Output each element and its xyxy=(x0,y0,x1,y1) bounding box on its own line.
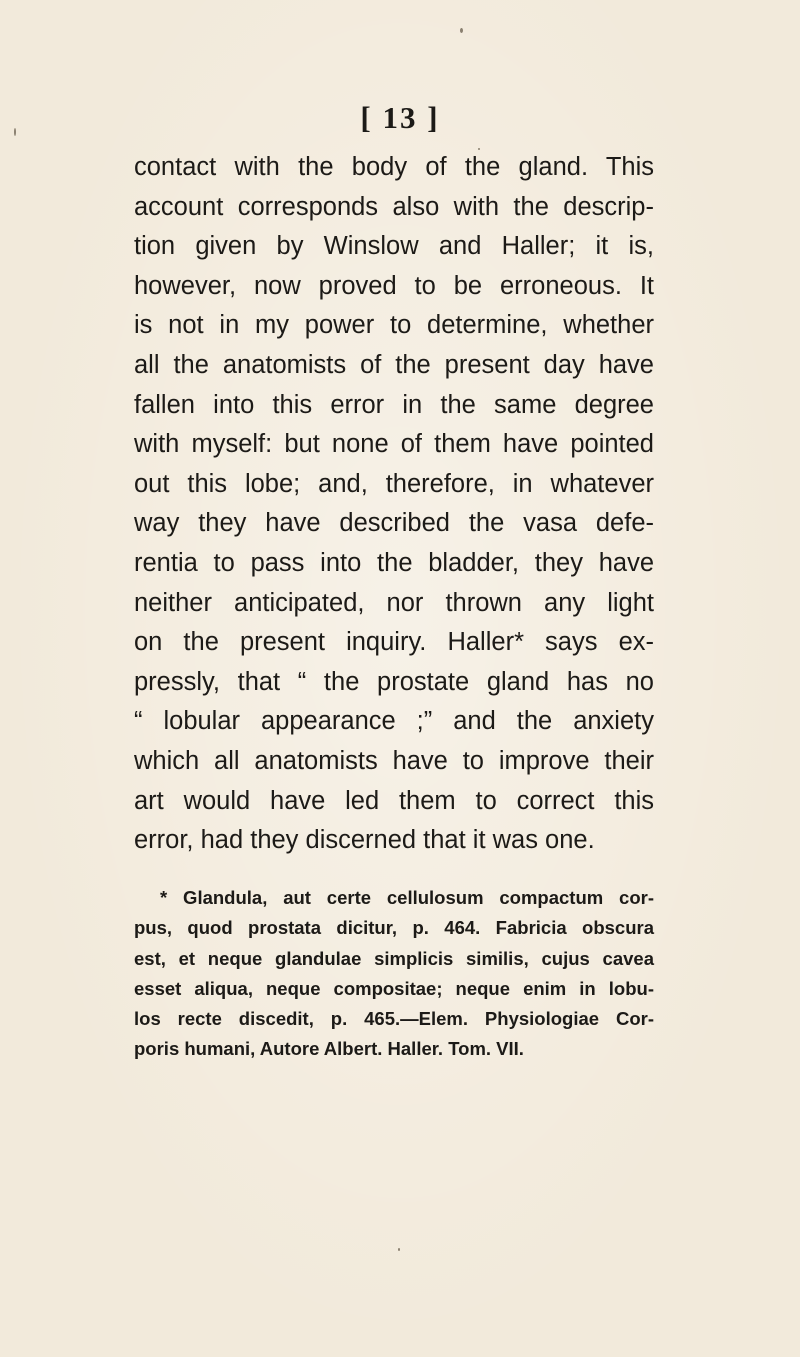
body-text xyxy=(134,148,654,861)
body-line: fallen into this error in the same degree xyxy=(134,390,654,419)
body-line: which all anatomists have to improve their xyxy=(134,746,654,775)
body-line: account corresponds also with the descrip- xyxy=(134,192,654,221)
body-line: “ lobular appearance ;” and the anxiety xyxy=(134,707,654,736)
body-line: rentia to pass into the bladder, they have xyxy=(134,548,654,577)
body-line: error, had they discerned that it was one. xyxy=(134,826,595,855)
body-line: neither anticipated, nor thrown any light xyxy=(134,588,654,617)
body-line: out this lobe; and, therefore, in whatever xyxy=(134,469,654,498)
body-line: pressly, that “ the prostate gland has no xyxy=(134,667,654,696)
paper-speck xyxy=(398,1248,400,1251)
body-line: is not in my power to determine, whether xyxy=(134,311,654,340)
body-line: art would have led them to correct this xyxy=(134,786,654,815)
body-line: all the anatomists of the present day have xyxy=(134,350,654,379)
body-line: way they have described the vasa defe- xyxy=(134,509,654,538)
footnote-line: los recte discedit, p. 465.—Elem. Physiologiae Cor- xyxy=(134,1008,654,1030)
footnote-line: est, et neque glandulae simplicis similis, cujus cavea xyxy=(134,947,654,969)
paper-speck xyxy=(14,128,16,136)
body-line: however, now proved to be erroneous. It xyxy=(134,271,654,300)
footnote-line: poris humani, Autore Albert. Haller. Tom. VII. xyxy=(134,1038,524,1060)
page-number: [ 13 ] xyxy=(360,100,440,135)
footnote-line: esset aliqua, neque compositae; neque enim in lobu- xyxy=(134,977,654,999)
paper-speck xyxy=(478,148,480,150)
body-line: tion given by Winslow and Haller; it is, xyxy=(134,232,654,261)
body-line: on the present inquiry. Haller* says ex- xyxy=(134,628,654,657)
paper-speck xyxy=(460,28,463,33)
footnote xyxy=(134,883,654,1065)
body-line: contact with the body of the gland. This xyxy=(134,153,654,181)
body-line: with myself: but none of them have pointed xyxy=(134,430,654,459)
footnote-line: pus, quod prostata dicitur, p. 464. Fabricia obscura xyxy=(134,917,654,939)
footnote-line: * Glandula, aut certe cellulosum compactum cor- xyxy=(160,887,654,908)
